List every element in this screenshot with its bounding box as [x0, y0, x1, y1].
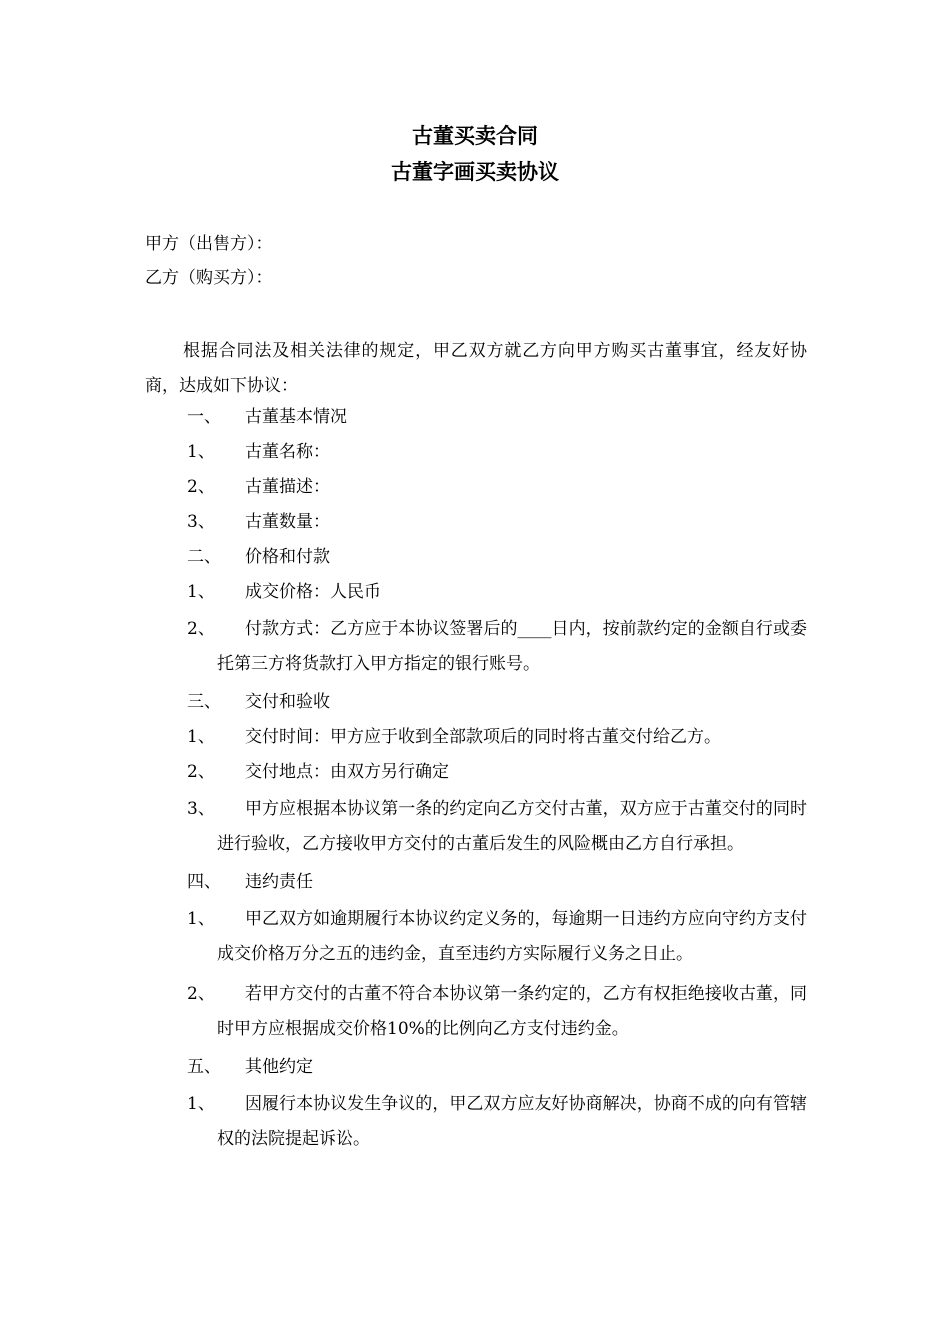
clause-number: 四、: [187, 872, 221, 892]
clause-item: [0, 1087, 950, 1157]
clause-item: [0, 867, 950, 897]
clause-item: [0, 1052, 950, 1082]
clause-text: 其他约定: [245, 1057, 313, 1077]
clause-text: 古董数量：: [245, 512, 330, 532]
clause-item: [0, 612, 950, 682]
clause-text: 甲乙双方如逾期履行本协议约定义务的，每逾期一日违约方应向守约方支付成交价格万分之五的违约金，直至违约方实际履行义务之日止。: [217, 909, 807, 964]
clause-number: 2、: [187, 477, 215, 497]
clause-item: [0, 472, 950, 502]
clause-text: 古董名称：: [245, 442, 330, 462]
party-a-line: 甲方（出售方）：: [145, 234, 273, 254]
party-b-line: 乙方（购买方）：: [145, 268, 273, 288]
clause-item: [0, 437, 950, 467]
clause-number: 2、: [187, 619, 215, 639]
clause-number: 2、: [187, 762, 215, 782]
clause-text: 付款方式：乙方应于本协议签署后的____日内，按前款约定的金额自行或委托第三方将货款打入甲方指定的银行账号。: [217, 619, 807, 674]
clause-list: [0, 402, 950, 1162]
clause-item: [0, 757, 950, 787]
clause-item: [0, 687, 950, 717]
clause-number: 1、: [187, 442, 215, 462]
clause-text: 交付和验收: [245, 692, 330, 712]
clause-text: 交付时间：甲方应于收到全部款项后的同时将古董交付给乙方。: [245, 727, 721, 747]
clause-number: 五、: [187, 1057, 221, 1077]
clause-number: 二、: [187, 547, 221, 567]
clause-number: 1、: [187, 582, 215, 602]
clause-number: 2、: [187, 984, 215, 1004]
clause-item: [0, 792, 950, 862]
clause-text: 甲方应根据本协议第一条的约定向乙方交付古董，双方应于古董交付的同时进行验收，乙方接收甲方交付的古董后发生的风险概由乙方自行承担。: [217, 799, 807, 854]
clause-item: [0, 507, 950, 537]
clause-item: [0, 977, 950, 1047]
clause-item: [0, 902, 950, 972]
clause-text: 价格和付款: [245, 547, 330, 567]
clause-item: [0, 577, 950, 607]
clause-number: 1、: [187, 727, 215, 747]
clause-number: 3、: [187, 512, 215, 532]
clause-item: [0, 402, 950, 432]
clause-number: 3、: [187, 799, 215, 819]
clause-text: 违约责任: [245, 872, 313, 892]
clause-text: 古董描述：: [245, 477, 330, 497]
clause-number: 1、: [187, 1094, 215, 1114]
document-title: 古董买卖合同: [412, 123, 538, 148]
intro-paragraph: 根据合同法及相关法律的规定，甲乙双方就乙方向甲方购买古董事宜，经友好协商，达成如下协议：: [145, 341, 807, 396]
clause-text: 成交价格：人民币: [245, 582, 381, 602]
clause-text: 交付地点：由双方另行确定: [245, 762, 449, 782]
clause-number: 1、: [187, 909, 215, 929]
clause-text: 因履行本协议发生争议的，甲乙双方应友好协商解决，协商不成的向有管辖权的法院提起诉讼。: [217, 1094, 807, 1149]
clause-text: 古董基本情况: [245, 407, 347, 427]
clause-number: 三、: [187, 692, 221, 712]
clause-item: [0, 722, 950, 752]
document-subtitle: 古董字画买卖协议: [391, 159, 559, 184]
clause-number: 一、: [187, 407, 221, 427]
clause-item: [0, 542, 950, 572]
clause-text: 若甲方交付的古董不符合本协议第一条约定的，乙方有权拒绝接收古董，同时甲方应根据成交价格10%的比例向乙方支付违约金。: [217, 984, 807, 1039]
